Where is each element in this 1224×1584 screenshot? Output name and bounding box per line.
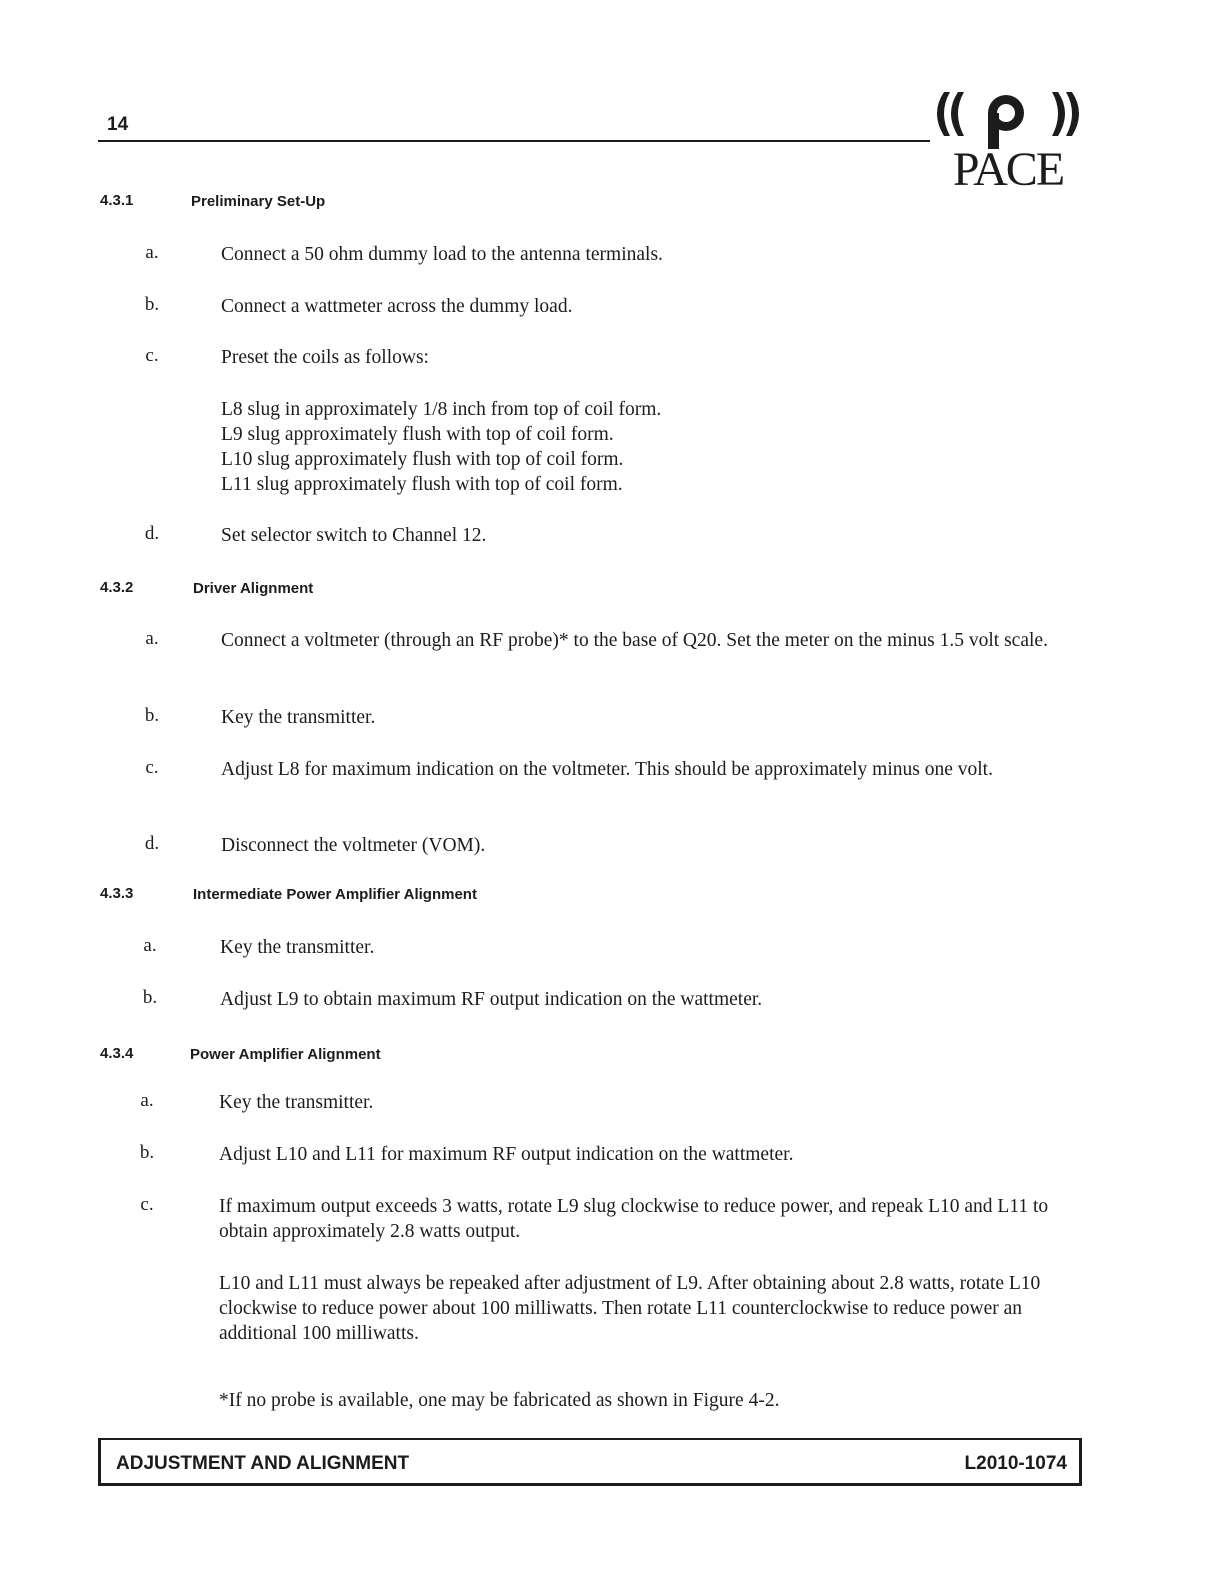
item-letter: b.: [144, 294, 160, 315]
item-text: Adjust L10 and L11 for maximum RF output indication on the wattmeter.: [219, 1144, 794, 1165]
item-text: Set selector switch to Channel 12.: [221, 525, 487, 546]
alignment-note: L10 and L11 must always be repeaked after adjustment of L9. After obtaining about 2.8 watts, rotate L10 clockwise to reduce power about 100 milliwatts. Then rotate L11 counterclockwise to reduce power an additional 100 milliwatts.: [219, 1273, 1041, 1344]
item-letter: a.: [140, 1090, 154, 1111]
item-letter: a.: [145, 628, 159, 649]
item-letter: c.: [140, 1194, 154, 1215]
coil-preset-line: L10 slug approximately flush with top of coil form.: [221, 449, 624, 470]
header-rule: [98, 140, 930, 142]
item-text: Connect a wattmeter across the dummy load.: [221, 296, 573, 317]
page-number: 14: [107, 114, 129, 135]
coil-preset-line: L9 slug approximately flush with top of coil form.: [221, 424, 614, 445]
coil-preset-line: L11 slug approximately flush with top of coil form.: [221, 474, 623, 495]
footer-box: [98, 1438, 1082, 1486]
pace-logo-mark: [928, 88, 1088, 150]
item-text: Key the transmitter.: [221, 707, 376, 728]
section-number: 4.3.2: [100, 579, 134, 596]
pace-logo: [928, 88, 1088, 200]
section-number: 4.3.1: [100, 192, 134, 209]
section-title: Power Amplifier Alignment: [190, 1046, 381, 1063]
item-letter: d.: [144, 523, 160, 544]
footer-document-number: L2010-1074: [964, 1453, 1067, 1474]
item-letter: b.: [144, 705, 160, 726]
item-letter: a.: [143, 935, 157, 956]
item-text: Preset the coils as follows:: [221, 347, 429, 368]
item-text: Key the transmitter.: [219, 1092, 374, 1113]
item-letter: d.: [144, 833, 160, 854]
section-title: Intermediate Power Amplifier Alignment: [193, 886, 477, 903]
section-number: 4.3.4: [100, 1045, 134, 1062]
item-letter: b.: [139, 1142, 155, 1163]
item-text: Connect a 50 ohm dummy load to the antenna terminals.: [221, 244, 663, 265]
item-text: Adjust L9 to obtain maximum RF output indication on the wattmeter.: [220, 989, 763, 1010]
item-letter: b.: [142, 987, 158, 1008]
item-letter: c.: [145, 757, 159, 778]
section-title: Driver Alignment: [193, 580, 314, 597]
footer-section-title: ADJUSTMENT AND ALIGNMENT: [116, 1453, 410, 1474]
section-number: 4.3.3: [100, 885, 134, 902]
pace-logo-word: PACE: [952, 143, 1064, 196]
item-text: Connect a voltmeter (through an RF probe)* to the base of Q20. Set the meter on the minus 1.5 volt scale.: [221, 630, 1048, 651]
item-letter: c.: [145, 345, 159, 366]
item-text: Key the transmitter.: [220, 937, 375, 958]
item-text: Adjust L8 for maximum indication on the voltmeter. This should be approximately minus one volt.: [221, 759, 993, 780]
item-text: Disconnect the voltmeter (VOM).: [221, 835, 486, 856]
section-title: Preliminary Set-Up: [191, 193, 326, 210]
footnote: *If no probe is available, one may be fabricated as shown in Figure 4-2.: [219, 1390, 780, 1411]
item-letter: a.: [145, 242, 159, 263]
item-text: If maximum output exceeds 3 watts, rotate L9 slug clockwise to reduce power, and repeak L10 and L11 to obtain approximately 2.8 watts output.: [219, 1196, 1049, 1242]
coil-preset-line: L8 slug in approximately 1/8 inch from top of coil form.: [221, 399, 662, 420]
